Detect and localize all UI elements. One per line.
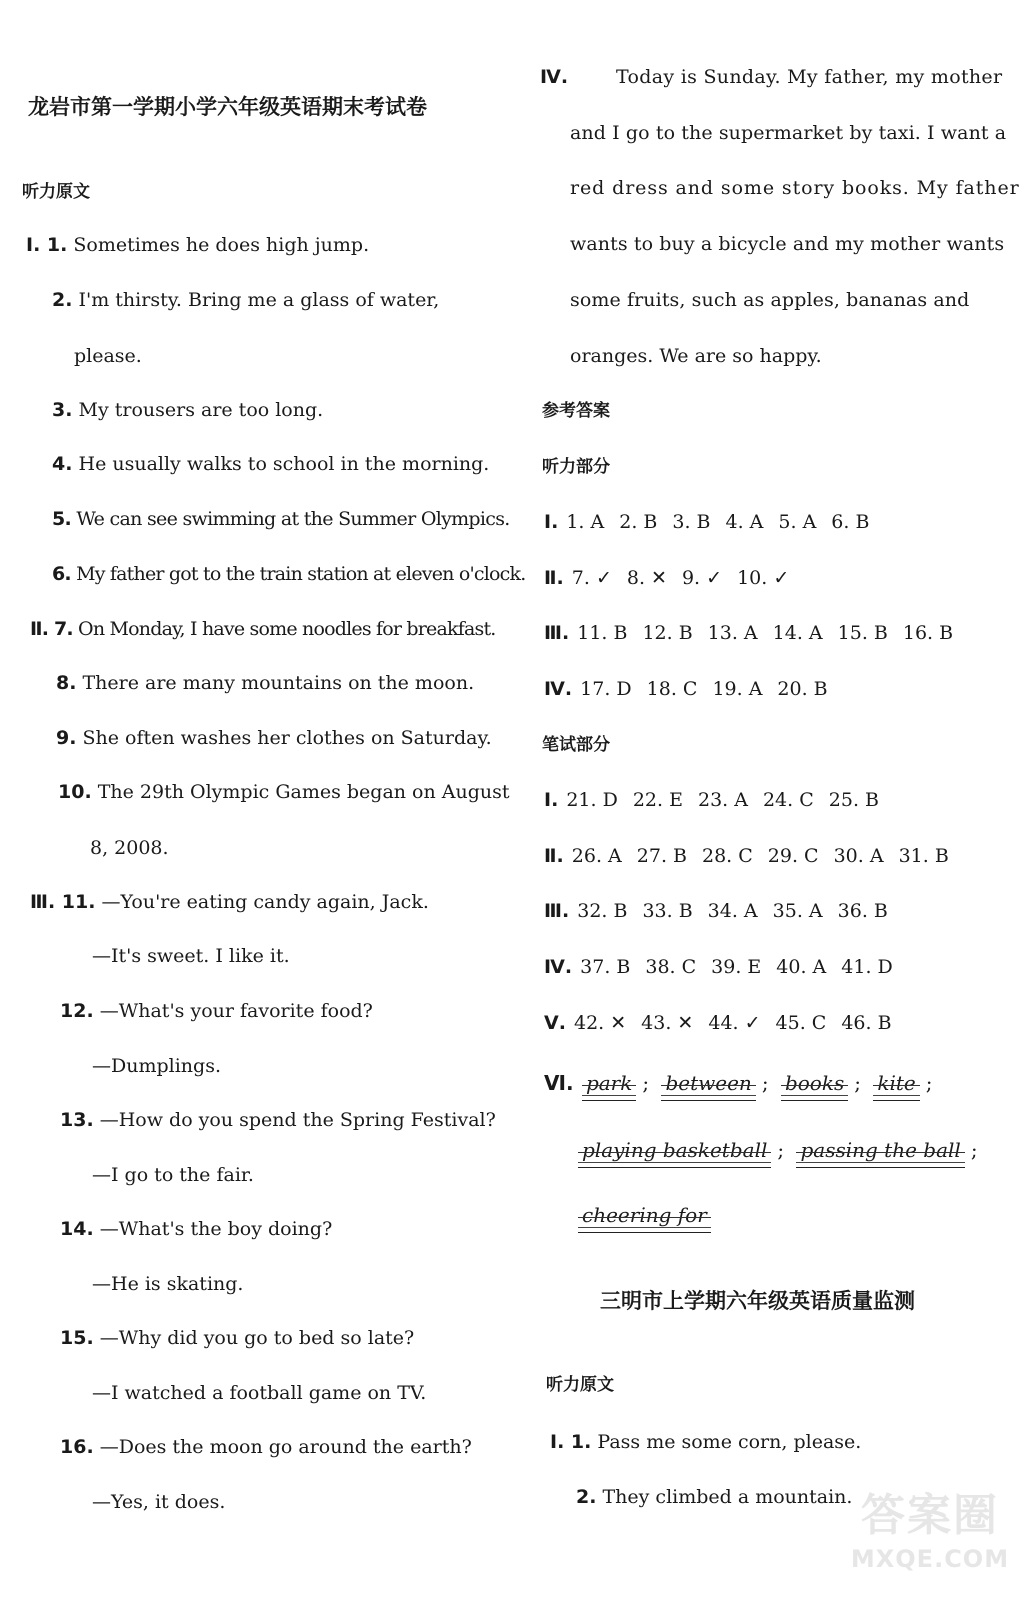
listening-line: 4. He usually walks to school in the morning.	[52, 453, 490, 475]
listening-line: —Yes, it does.	[92, 1491, 226, 1513]
listening-line: 15. —Why did you go to bed so late?	[60, 1327, 415, 1349]
answer-row: Ⅳ. 37. B 38. C 39. E 40. A 41. D	[544, 956, 893, 978]
handwritten-answer: between	[661, 1066, 755, 1101]
listening-line: 13. —How do you spend the Spring Festival?	[60, 1109, 496, 1131]
passage-line: wants to buy a bicycle and my mother wants	[570, 233, 1005, 255]
listening-line: 3. My trousers are too long.	[52, 399, 324, 421]
listening-line: 9. She often washes her clothes on Saturday.	[56, 727, 492, 749]
passage-label: Ⅳ.	[540, 66, 569, 88]
handwritten-answer: cheering for	[578, 1198, 711, 1233]
listening-line: 8, 2008.	[90, 837, 169, 859]
passage-line: red dress and some story books. My father	[570, 177, 1020, 199]
second-listening-heading: 听力原文	[546, 1375, 614, 1395]
listening-line: Ⅰ. 1. Pass me some corn, please.	[550, 1431, 862, 1453]
listening-line: —He is skating.	[92, 1273, 244, 1295]
answer-row: Ⅰ. 1. A 2. B 3. B 4. A 5. A 6. B	[544, 511, 870, 533]
second-exam-title: 三明市上学期六年级英语质量监测	[600, 1289, 915, 1313]
listening-line: —Dumplings.	[92, 1055, 221, 1077]
listening-line: 2. They climbed a mountain.	[576, 1486, 853, 1508]
listening-line: 16. —Does the moon go around the earth?	[60, 1436, 472, 1458]
exam-title: 龙岩市第一学期小学六年级英语期末考试卷	[28, 95, 427, 119]
handwritten-answer: park	[582, 1066, 636, 1101]
listening-line: Ⅱ. 7. On Monday, I have some noodles for breakfast.	[30, 618, 496, 640]
answer-row: Ⅱ. 26. A 27. B 28. C 29. C 30. A 31. B	[544, 845, 949, 867]
listening-part-heading: 听力部分	[542, 457, 610, 477]
passage-line: some fruits, such as apples, bananas and	[570, 289, 970, 311]
listening-line: Ⅰ. 1. Sometimes he does high jump.	[26, 234, 370, 256]
handwritten-answer: books	[781, 1066, 848, 1101]
answer-heading: 参考答案	[542, 401, 610, 421]
answer-row: Ⅲ. 32. B 33. B 34. A 35. A 36. B	[544, 900, 888, 922]
answer-row: Ⅱ. 7. ✓ 8. ✕ 9. ✓ 10. ✓	[544, 567, 790, 589]
listening-line: 14. —What's the boy doing?	[60, 1218, 333, 1240]
answer-row: Ⅳ. 17. D 18. C 19. A 20. B	[544, 678, 828, 700]
listening-line: 5. We can see swimming at the Summer Olympics.	[52, 508, 510, 530]
handwritten-answer: playing basketball	[578, 1133, 771, 1168]
listening-line: —I watched a football game on TV.	[92, 1382, 427, 1404]
listening-line: Ⅲ. 11. —You're eating candy again, Jack.	[30, 891, 429, 913]
listening-line: 8. There are many mountains on the moon.	[56, 672, 475, 694]
passage-line: Today is Sunday. My father, my mother	[616, 66, 1003, 88]
handwritten-row: Ⅵ. park ; between ; books ; kite ;	[544, 1066, 936, 1101]
written-part-heading: 笔试部分	[542, 735, 610, 755]
site-watermark: 答案圈 MXQE.COM	[850, 1490, 1010, 1573]
answer-row: Ⅰ. 21. D 22. E 23. A 24. C 25. B	[544, 789, 879, 811]
answer-row: Ⅲ. 11. B 12. B 13. A 14. A 15. B 16. B	[544, 622, 954, 644]
listening-line: —It's sweet. I like it.	[92, 945, 290, 967]
answer-row: Ⅴ. 42. ✕ 43. ✕ 44. ✓ 45. C 46. B	[544, 1012, 892, 1034]
listening-line: please.	[74, 345, 142, 367]
handwritten-answer: passing the ball	[796, 1133, 964, 1168]
handwritten-answer: kite	[873, 1066, 919, 1101]
listening-line: 2. I'm thirsty. Bring me a glass of water,	[52, 289, 440, 311]
handwritten-row	[576, 1198, 713, 1233]
listening-line: 12. —What's your favorite food?	[60, 1000, 373, 1022]
listening-line: 10. The 29th Olympic Games began on August	[58, 781, 510, 803]
listening-line: —I go to the fair.	[92, 1164, 254, 1186]
passage-line: and I go to the supermarket by taxi. I want a	[570, 122, 1007, 144]
handwritten-row: playing basketball ; passing the ball ;	[576, 1133, 982, 1168]
passage-line: oranges. We are so happy.	[570, 345, 822, 367]
listening-heading: 听力原文	[22, 182, 90, 202]
listening-line: 6. My father got to the train station at eleven o'clock.	[52, 563, 526, 585]
